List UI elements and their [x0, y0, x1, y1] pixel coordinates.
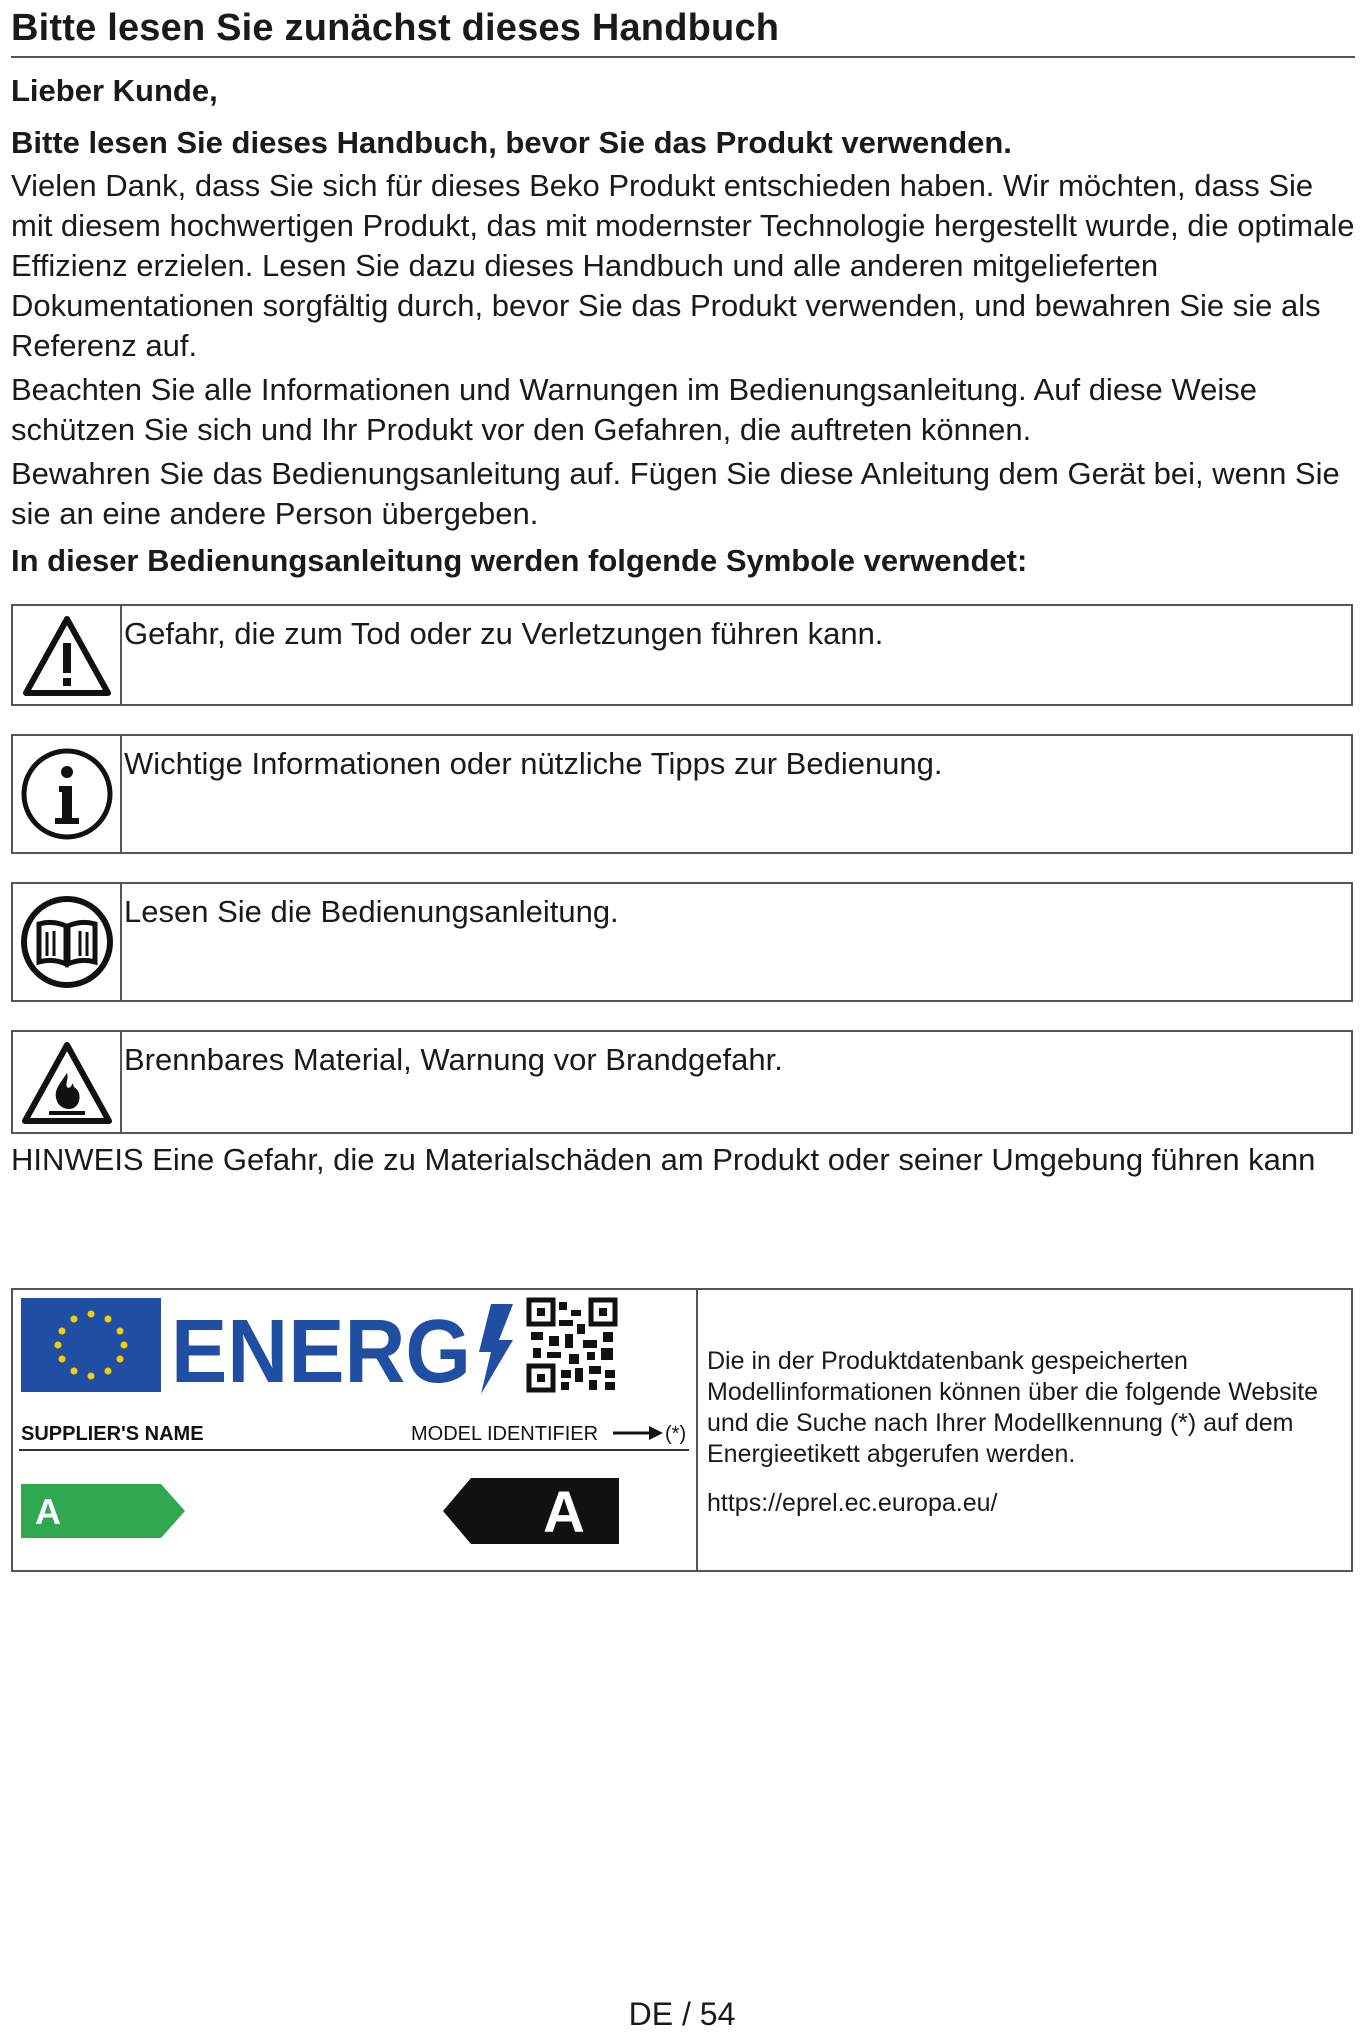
manual-page — [11, 0, 1355, 1545]
notice-text: HINWEIS Eine Gefahr, die zu Materialschäden am Produkt oder seiner Umgebung führen kann — [11, 1142, 1316, 1177]
flammable-warning-icon — [13, 1032, 122, 1132]
energy-label-graphic — [13, 1290, 696, 1570]
symbol-text-read-manual: Lesen Sie die Bedienungsanleitung. — [124, 894, 619, 929]
energy-label-box — [11, 1288, 1353, 1572]
supplier-name-label: SUPPLIER'S NAME — [21, 1423, 204, 1445]
page-number: DE / 54 — [628, 1996, 736, 2032]
warnings-paragraph: Beachten Sie alle Informationen und Warnungen im Bedienungsanleitung. Auf diese Weise schützen Sie sich und Ihr Produkt vor den Gefahren, die auftreten können. — [11, 372, 1257, 447]
symbol-row-info — [11, 734, 1353, 854]
model-identifier-label: MODEL IDENTIFIER — [411, 1423, 599, 1445]
energy-class-scale-letter: A — [35, 1491, 61, 1532]
class-arrow-black — [443, 1478, 619, 1544]
symbol-row-danger — [11, 604, 1353, 706]
symbol-row-read-manual — [11, 882, 1353, 1002]
energy-class-product-letter: A — [543, 1480, 585, 1545]
symbol-row-flammable — [11, 1030, 1353, 1134]
read-manual-book-icon — [13, 884, 122, 1000]
symbol-text-flammable: Brennbares Material, Warnung vor Brandgefahr. — [124, 1042, 783, 1077]
energy-label-info — [707, 1346, 1347, 1519]
intro-paragraph: Vielen Dank, dass Sie sich für dieses Beko Produkt entschieden haben. Wir möchten, dass Sie mit diesem hochwertigen Produkt, das mit modernster Technologie hergestellt wurde, die optimale Effizienz erzielen. Lesen Sie dazu dieses Handbuch und alle anderen mitgelieferten Dokumentationen sorgfältig durch, bevor Sie das Produkt verwenden, und bewahren Sie sie als Referenz auf. — [11, 168, 1355, 363]
symbol-text-info: Wichtige Informationen oder nützliche Tipps zur Bedienung. — [124, 746, 943, 781]
eprel-link[interactable]: https://eprel.ec.europa.eu/ — [707, 1489, 998, 1517]
energy-label-description: Die in der Produktdatenbank gespeicherten Modellinformationen können über die folgende Website und die Suche nach Ihrer Modellkennung (*) auf dem Energieetikett abgerufen werden. — [707, 1347, 1319, 1468]
arrow-right-icon — [649, 1426, 663, 1440]
energy-label — [13, 1290, 698, 1570]
greeting: Lieber Kunde, — [11, 73, 218, 108]
model-marker: (*) — [665, 1423, 687, 1445]
warning-triangle-icon — [13, 606, 122, 704]
symbol-text-danger: Gefahr, die zum Tod oder zu Verletzungen führen kann. — [124, 616, 884, 651]
info-circle-icon — [13, 736, 122, 852]
subheading: Bitte lesen Sie dieses Handbuch, bevor Sie das Produkt verwenden. — [11, 125, 1012, 160]
keep-manual-paragraph: Bewahren Sie das Bedienungsanleitung auf. Fügen Sie diese Anleitung dem Gerät bei, wenn Sie sie an eine andere Person übergeben. — [11, 456, 1340, 531]
symbols-heading: In dieser Bedienungsanleitung werden folgende Symbole verwendet: — [11, 543, 1028, 578]
energy-bolt-icon — [479, 1304, 513, 1394]
energy-logo-text: ENERG — [171, 1302, 471, 1402]
page-title: Bitte lesen Sie zunächst dieses Handbuch — [11, 0, 1355, 58]
qr-code-icon — [527, 1298, 617, 1392]
